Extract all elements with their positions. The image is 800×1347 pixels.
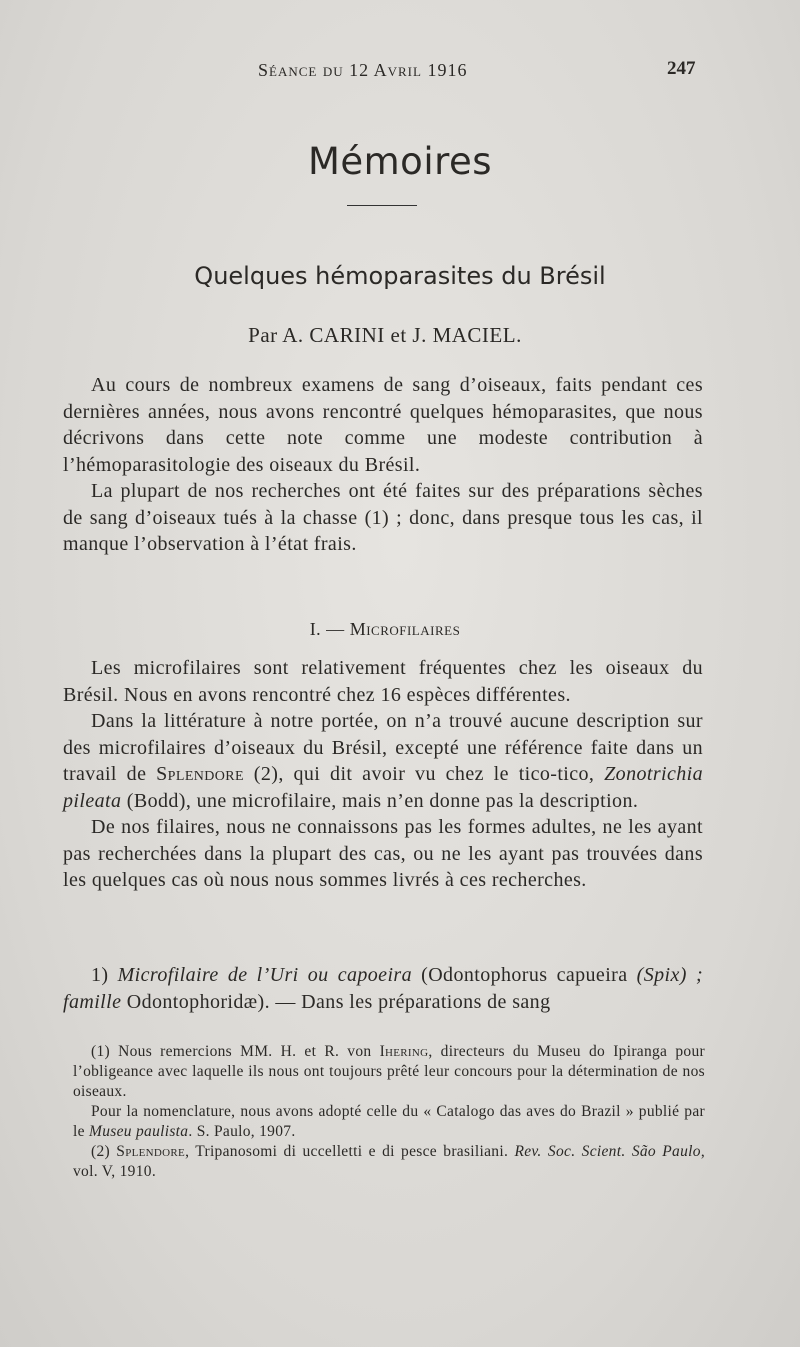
page-number: 247 <box>667 58 696 79</box>
microfilaires-text <box>63 655 703 894</box>
paragraph-4 <box>63 708 703 814</box>
footnote-1-part-c: Pour la nomenclature, nous avons adopté celle du « Catalogo das aves do Brazil » publié par le <box>73 1103 705 1140</box>
footnote-2-part-a: (2) <box>91 1143 110 1160</box>
footnotes <box>73 1042 705 1182</box>
title-rule <box>347 205 417 206</box>
footnote-2-part-b: , Tripanosomi di uccelletti e di pesce brasiliani. <box>185 1143 509 1160</box>
section-title: Mémoires <box>307 140 493 183</box>
footnote-1-ihering: Ihering <box>379 1043 429 1060</box>
entry-name: Microfilaire de l’Uri ou capoeira <box>117 964 412 986</box>
author-reference: Splendore <box>156 763 244 785</box>
footnote-1-cont <box>73 1102 705 1142</box>
paragraph-6 <box>63 962 703 1015</box>
entry-spix: (Spix) ; famille <box>63 964 704 1013</box>
subsection-heading <box>0 619 770 640</box>
paragraph-4-part-c: (Bodd), une microfilaire, mais n’en donne pas la description. <box>126 789 639 812</box>
species-entry <box>63 962 703 1015</box>
paragraph-4-part-b: (2), qui dit avoir vu chez le tico-tico, <box>253 763 595 785</box>
paragraph-intro-2: La plupart de nos recherches ont été faites sur des préparations sèches de sang d’oiseaux tués à la chasse (1) ; donc, dans presque tous les cas, il manque l’observation à l’état frais. <box>63 480 703 555</box>
footnote-1-museu: Museu paulista <box>88 1123 189 1140</box>
article-title: Quelques hémoparasites du Brésil <box>194 262 606 290</box>
subsection-number: I. — <box>309 619 345 639</box>
footnote-2-splendore: Splendore <box>116 1143 186 1160</box>
entry-number: 1) <box>91 964 109 986</box>
paragraph-3: Les microfilaires sont relativement fréquentes chez les oiseaux du Brésil. Nous en avons rencontré chez 16 espèces différentes. <box>63 657 703 706</box>
footnote-1-part-a: (1) Nous remercions MM. H. et R. von <box>91 1043 372 1060</box>
entry-part-b: Odontophoridæ). — Dans les préparations de sang <box>126 990 551 1013</box>
footnote-1 <box>73 1042 705 1102</box>
species-name: Zonotrichia pileata <box>63 763 703 812</box>
footnote-2-journal: Rev. Soc. Scient. São Paulo <box>514 1143 701 1160</box>
intro-text <box>63 372 703 558</box>
footnote-2-part-c: , vol. V, 1910. <box>73 1143 705 1180</box>
article-authors: Par A. CARINI et J. MACIEL. <box>248 323 522 347</box>
entry-part-a: (Odontophorus capueira <box>421 964 628 986</box>
page-header <box>0 58 800 88</box>
footnote-2 <box>73 1142 705 1182</box>
subsection-name: Microfilaires <box>349 619 461 639</box>
paragraph-5: De nos filaires, nous ne connaissons pas les formes adultes, ne les ayant pas recherchées dans la plupart des cas, ou ne les ayant pas trouvées dans les quelques cas où nous nous sommes livrés à ces recherches. <box>63 816 703 891</box>
paragraph-intro-1: Au cours de nombreux examens de sang d’oiseaux, faits pendant ces dernières années, nous avons rencontré quelques hémoparasites, que nous décrivons dans cette note comme une modeste contribution à l’hémoparasitologie des oiseaux du Brésil. <box>63 374 703 476</box>
footnote-1-part-d: . S. Paulo, 1907. <box>188 1123 296 1140</box>
running-head: Séance du 12 Avril 1916 <box>258 60 468 80</box>
footnote-1-part-b: , directeurs du Museu do Ipiranga pour l’obligeance avec laquelle ils nous ont toujours prêté leur concours pour la détermination de nos oiseaux. <box>73 1043 705 1100</box>
paragraph-4-part-a: Dans la littérature à notre portée, on n’a trouvé aucune description sur des microfilaires d’oiseaux du Brésil, excepté une référence faite dans un travail de <box>63 710 703 785</box>
